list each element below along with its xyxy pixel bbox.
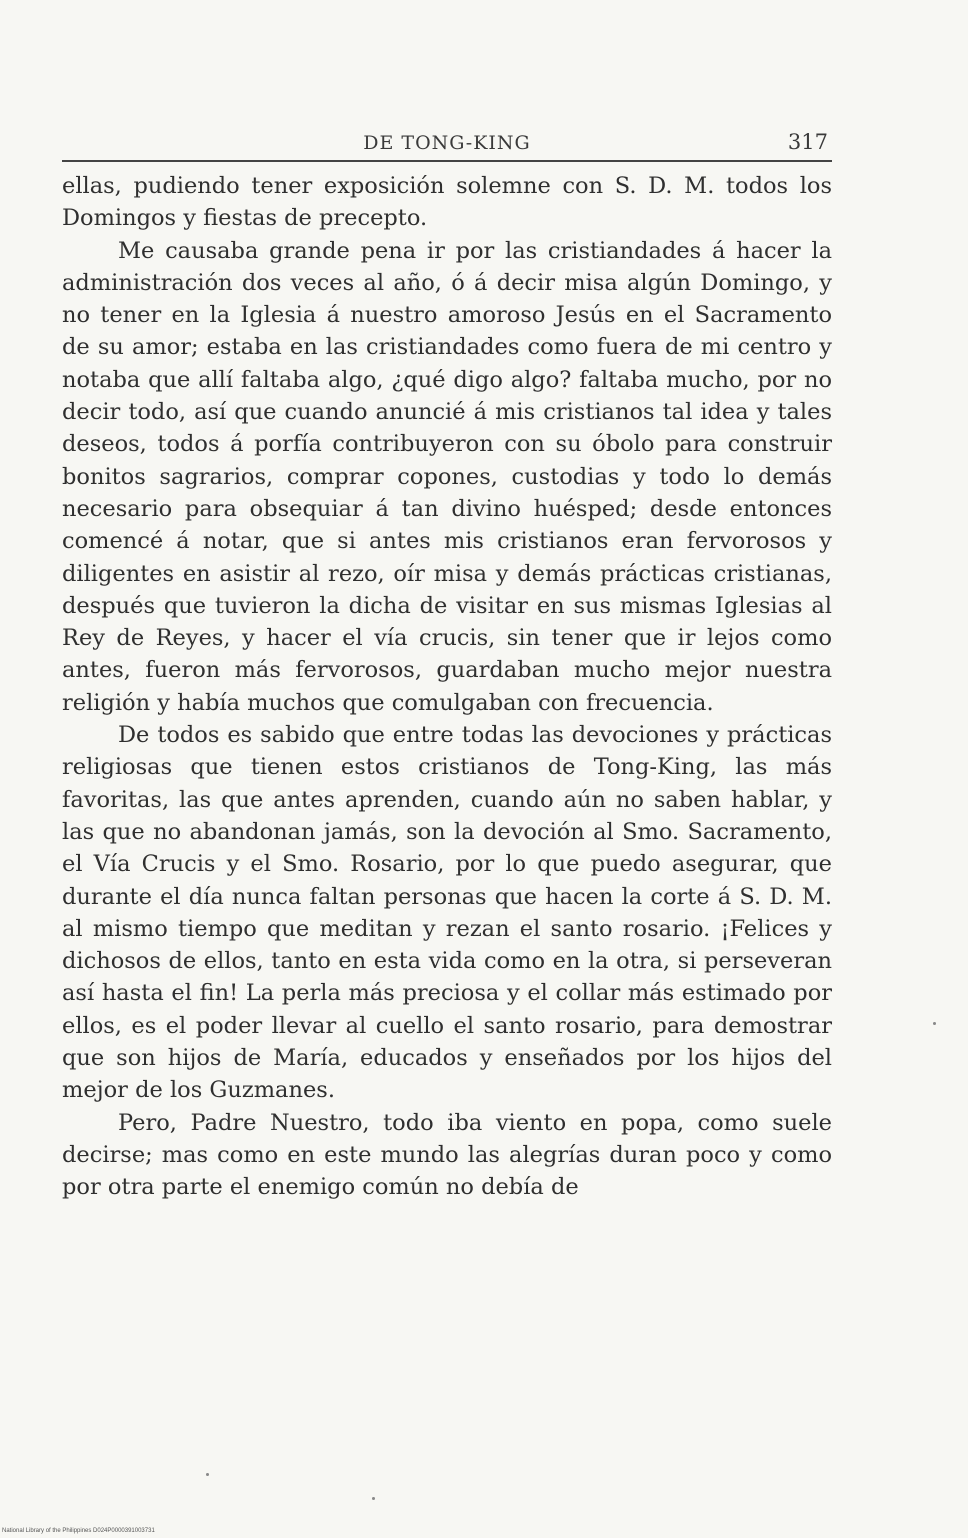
paragraph-4: Pero, Padre Nuestro, todo iba viento en popa, como suele decirse; mas como en este mundo las alegrías duran poco y como por otra parte el enemigo común no debía de xyxy=(62,1109,832,1201)
scan-credit: National Library of the Philippines D024P0000391003731 xyxy=(2,1528,155,1534)
running-header xyxy=(62,128,832,162)
paragraph-1: ellas, pudiendo tener exposición solemne con S. D. M. todos los Domingos y fiestas de precepto. xyxy=(62,173,832,232)
paper-speck xyxy=(372,1497,375,1500)
body-text xyxy=(62,170,832,1204)
paper-speck xyxy=(206,1473,209,1476)
running-title: DE TONG-KING xyxy=(363,132,531,154)
book-page xyxy=(62,0,838,1538)
paper-speck xyxy=(933,1022,936,1025)
paragraph-3: De todos es sabido que entre todas las devociones y prácticas religiosas que tienen estos cristianos de Tong-King, las más favoritas, las que antes aprenden, cuando aún no saben hablar, y las que no abandonan jamás, son la devoción al Smo. Sacramento, el Vía Crucis y el Smo. Rosario, por lo que puedo asegurar, que durante el día nunca faltan personas que hacen la corte á S. D. M. al mismo tiempo que meditan y rezan el santo rosario. ¡Felices y dichosos de ellos, tanto en esta vida como en la otra, si perseveran así hasta el fin! La perla más preciosa y el collar más estimado por ellos, es el poder llevar al cuello el santo rosario, para demostrar que son hijos de María, educados y enseñados por los hijos del mejor de los Guzmanes. xyxy=(62,722,832,1104)
page-number: 317 xyxy=(787,130,828,154)
paragraph-2: Me causaba grande pena ir por las cristiandades á hacer la administración dos veces al año, ó á decir misa algún Domingo, y no tener en la Iglesia á nuestro amoroso Jesús en el Sacramento de su amor; estaba en las cristiandades como fuera de mi centro y notaba que allí faltaba algo, ¿qué digo algo? faltaba mucho, por no decir todo, así que cuando anuncié á mis cristianos tal idea y tales deseos, todos á porfía contribuyeron con su óbolo para construir bonitos sagrarios, comprar copones, custodias y todo lo demás necesario para obsequiar á tan divino huésped; desde entonces comencé á notar, que si antes mis cristianos eran fervorosos y diligentes en asistir al rezo, oír misa y demás prácticas cristianas, después que tuvieron la dicha de visitar en sus mismas Iglesias al Rey de Reyes, y hacer el vía crucis, sin tener que ir lejos como antes, fueron más fervorosos, guardaban mucho mejor nuestra religión y había muchos que comulgaban con frecuencia. xyxy=(62,237,832,716)
